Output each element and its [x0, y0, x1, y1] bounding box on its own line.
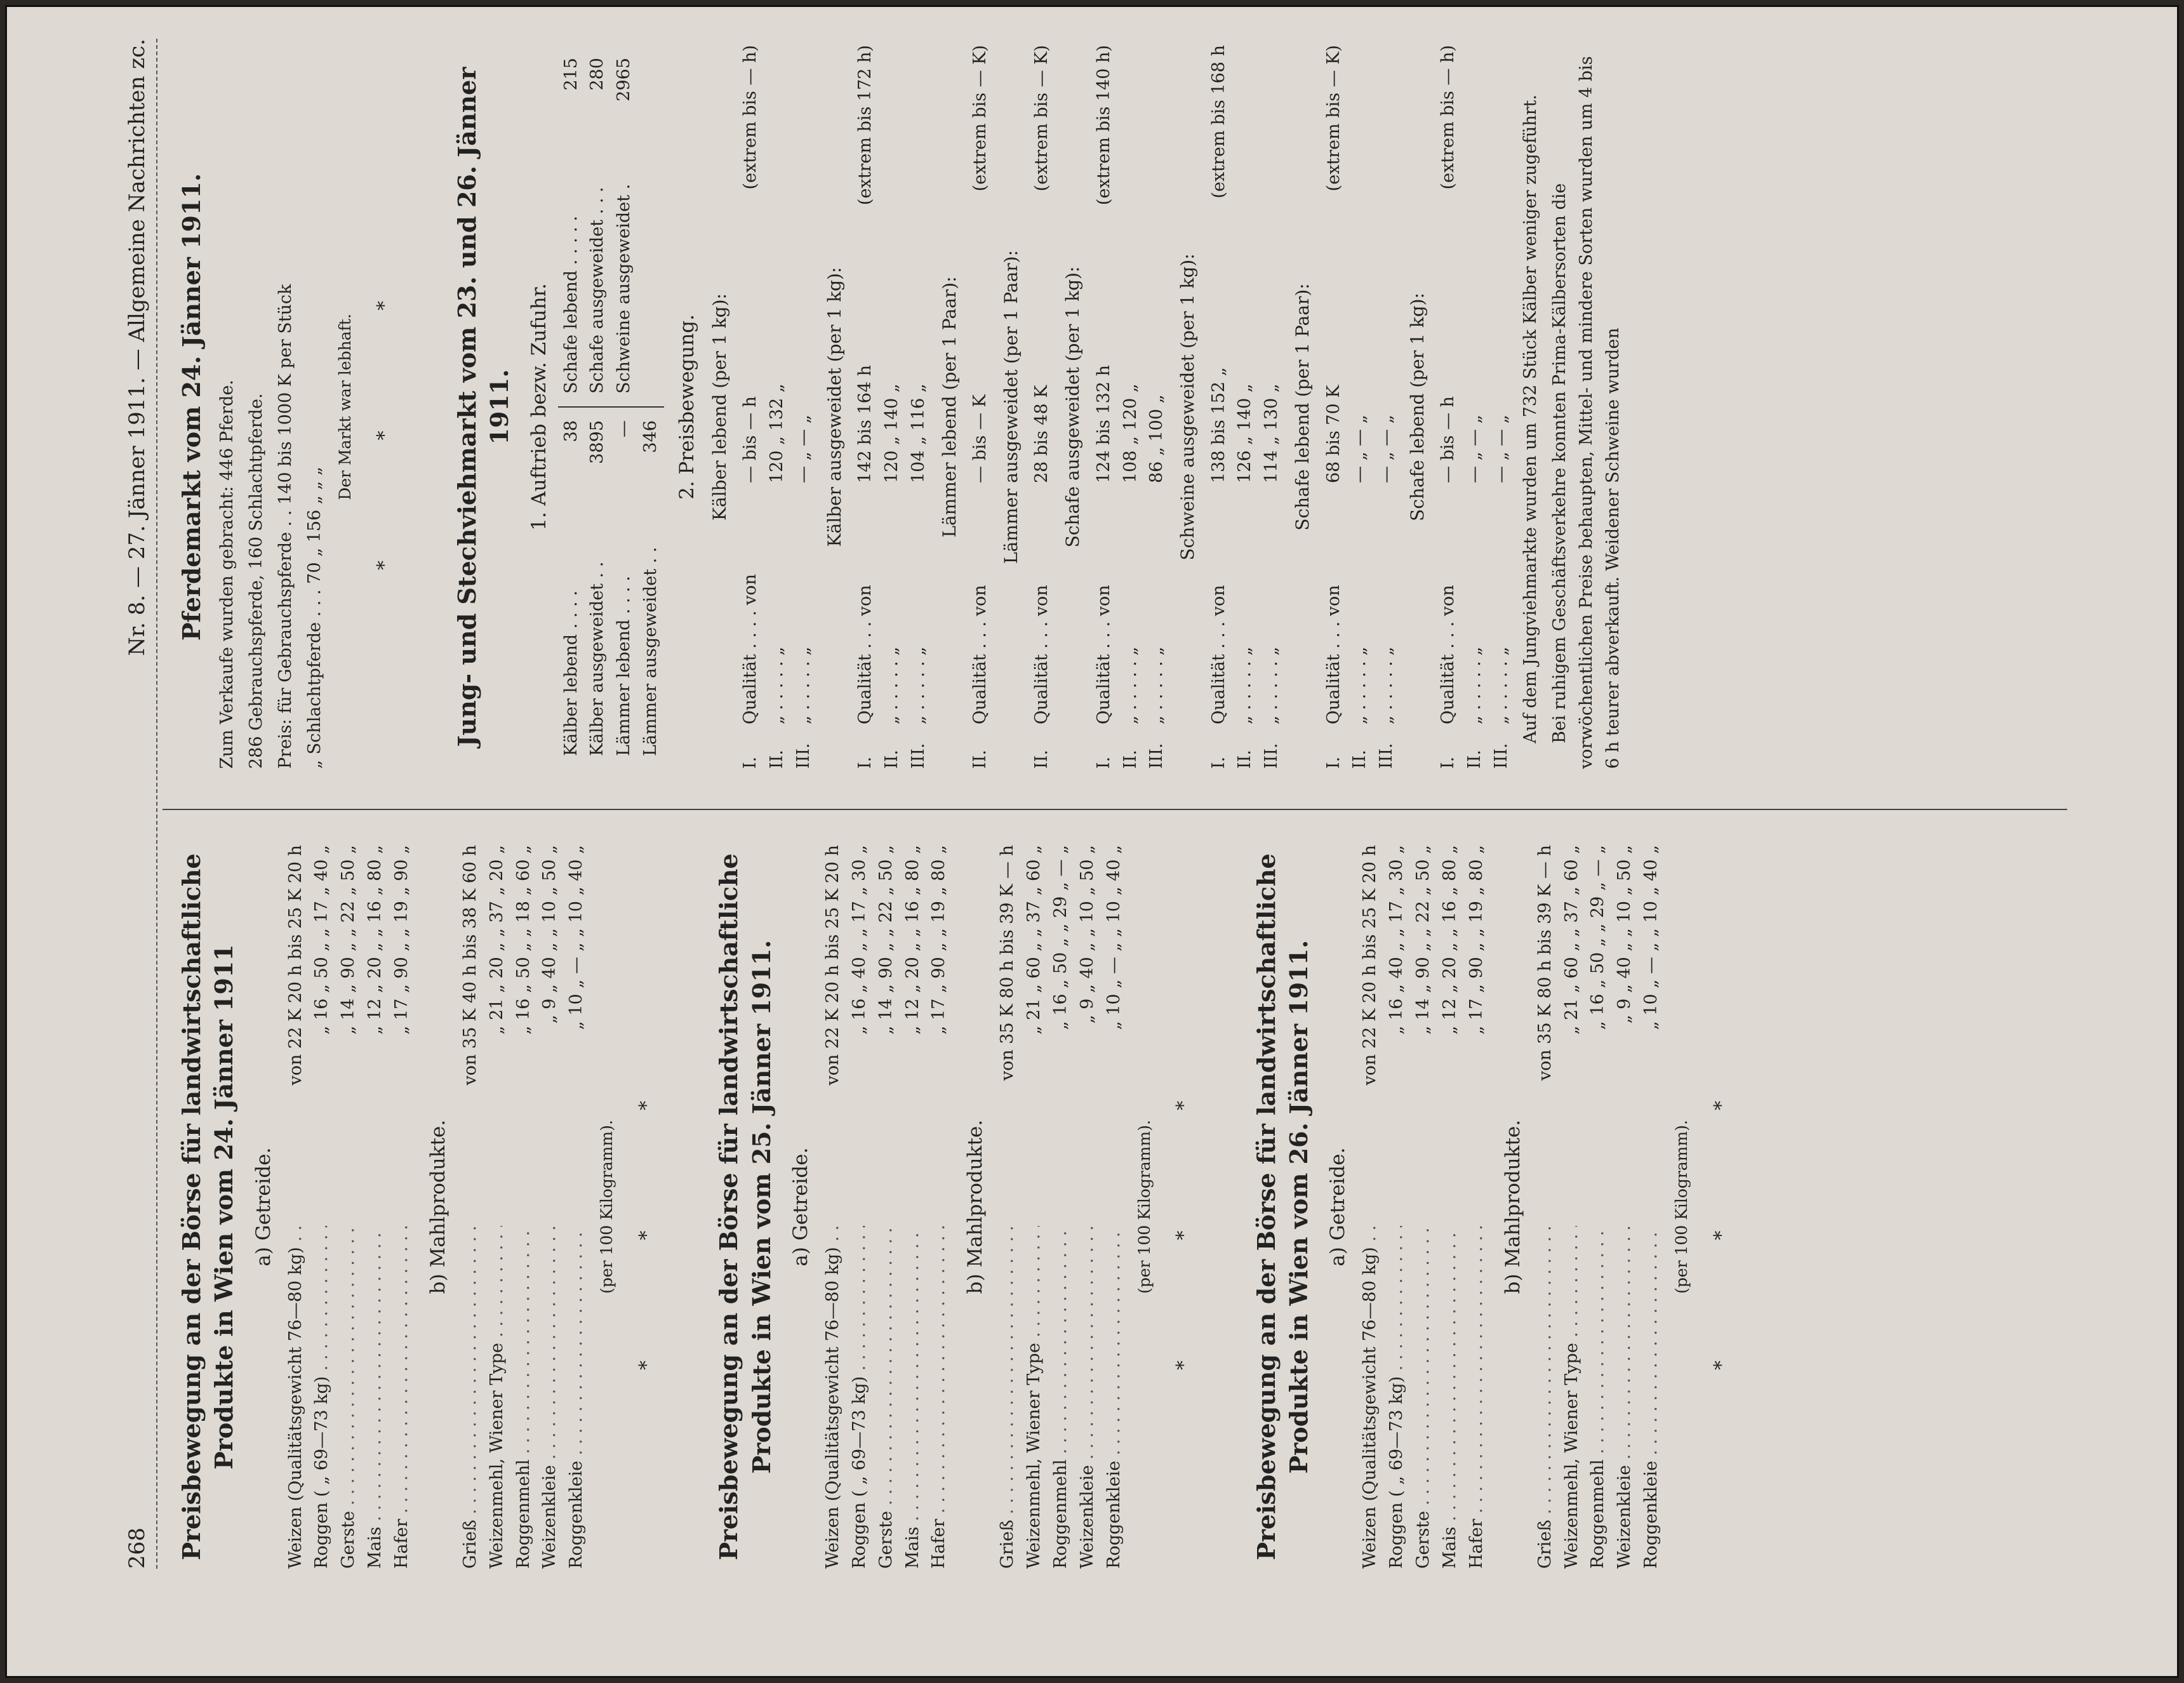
price-value: „ 17 „ 90 „ „ 19 „ 80 „ [1466, 845, 1486, 1035]
quality-row [1462, 45, 1488, 769]
livestock-title: Jung- und Stechviehmarkt vom 23. und 26. Jänner 1911. [452, 67, 514, 747]
price-value: „ 12 „ 20 „ „ 16 „ 80 „ [1439, 845, 1460, 1035]
price-value: „ 16 „ 50 „ „ 29 „ — „ [1588, 845, 1608, 1030]
price-label: Weizenkleie . . . [536, 1226, 563, 1569]
supply-label: Lämmer lebend . . . . [614, 576, 634, 756]
running-header [118, 39, 157, 1569]
price-row [283, 845, 309, 1569]
quality-row [1143, 45, 1170, 769]
price-group-heading: Lämmer lebend (per 1 Paar): [938, 276, 960, 538]
price-label: Weizenmehl, Wiener Type . . . [484, 1226, 510, 1569]
mill-heading: b) Mahlprodukte. [426, 1119, 449, 1294]
quality-value: — „ — „ [794, 415, 814, 483]
quality-grade: II. [1120, 750, 1140, 769]
price-row [820, 845, 846, 1569]
quality-value: — bis — h [1438, 396, 1458, 483]
price-row [1463, 845, 1490, 1569]
supply-label: Kälber ausgeweidet . . [587, 561, 608, 756]
price-value: „ 16 „ 50 „ „ 29 „ — „ [1050, 845, 1070, 1030]
quality-text: Qualität . . . von [1438, 585, 1458, 724]
price-label: Mais . . . [1437, 1226, 1463, 1569]
quality-value: 68 bis 70 K [1323, 385, 1343, 483]
price-label: Roggen ( „ 69—73 kg) . . . [309, 1226, 335, 1569]
quality-extreme [1373, 45, 1400, 274]
price-value: „ 9 „ 40 „ „ 10 „ 50 „ [1077, 845, 1097, 1024]
report-paragraph-2: Bei ruhigem Geschäftsverkehre konnten Prima-Kälbersorten die vorwöchentlichen Preise behaupten, Mittel- und mindere Sorten wurden um 4 bis 6 h teurer abverkauft. Weidener Schweine wurden [1549, 56, 1623, 769]
price-row [536, 845, 563, 1569]
grain-heading: a) Getreide. [251, 1147, 275, 1267]
quality-value: 104 „ 116 „ [908, 383, 928, 483]
quality-grade: I. [1093, 756, 1114, 769]
market-report-section [712, 845, 1199, 1569]
quality-extreme: (extrem bis 168 h [1208, 45, 1228, 199]
price-row [1410, 845, 1437, 1569]
price-row [309, 845, 335, 1569]
price-row [994, 845, 1021, 1569]
quality-value: 142 bis 164 h [855, 365, 876, 483]
quality-extreme [1143, 45, 1170, 274]
quality-value: — „ — „ [1376, 415, 1397, 483]
quality-row [1373, 45, 1400, 769]
price-value: „ 21 „ 60 „ „ 37 „ 60 „ [1024, 845, 1044, 1035]
quality-value: — bis — h [740, 396, 761, 483]
price-row [389, 845, 415, 1569]
quality-text: „ . . . . . „ [794, 646, 814, 724]
quality-value: 28 bis 48 K [1032, 385, 1052, 483]
supply-label: Schafe ausgeweidet . . . [587, 187, 608, 394]
price-value: von 22 K 20 h bis 25 K 20 h [1360, 845, 1380, 1086]
quality-extreme [764, 45, 790, 274]
quality-extreme: (extrem bis 140 h) [1093, 45, 1114, 206]
supply-table [558, 45, 664, 769]
quality-text: „ . . . . . „ [1120, 646, 1140, 724]
report-title: Preisbewegung an der Börse für landwirtschaftliche Produkte in Wien vom 26. Jänner 1911. [1251, 853, 1314, 1560]
price-value: „ 9 „ 40 „ „ 10 „ 50 „ [540, 845, 560, 1024]
supply-right [558, 45, 664, 406]
quality-row [1347, 45, 1373, 769]
quality-grade: II. [1350, 750, 1370, 769]
quality-value: — „ — „ [1465, 415, 1485, 483]
supply-left [558, 406, 664, 769]
price-value: von 35 K 80 h bis 39 K — h [1535, 845, 1555, 1081]
price-label: Roggenkleie . . . [563, 1226, 590, 1569]
price-group-heading: Kälber lebend (per 1 kg): [709, 293, 730, 521]
quality-grade: II. [970, 750, 990, 769]
price-row [1559, 845, 1585, 1569]
horse-market-title: Pferdemarkt vom 24. Jänner 1911. [177, 173, 206, 641]
price-value: „ 14 „ 90 „ „ 22 „ 50 „ [876, 845, 896, 1035]
quality-extreme [879, 45, 905, 274]
price-value: „ 10 „ — „ „ 10 „ 40 „ [1103, 845, 1124, 1030]
quality-row [905, 45, 932, 769]
separator-stars: * * * [1710, 1043, 1733, 1371]
price-group-heading: Schafe lebend (per 1 Paar): [1292, 283, 1314, 531]
supply-label: Schafe lebend . . . . . [561, 215, 581, 394]
price-label: Grieß . . . [994, 1226, 1021, 1569]
right-column [175, 45, 1677, 769]
supply-value: 280 [587, 58, 608, 91]
price-row [1383, 845, 1410, 1569]
supply-row [584, 420, 611, 756]
quality-grade: III. [1491, 743, 1512, 769]
quality-extreme [1258, 45, 1285, 274]
mill-heading: b) Mahlprodukte. [964, 1119, 987, 1294]
price-value: „ 14 „ 90 „ „ 22 „ 50 „ [1413, 845, 1434, 1035]
price-label: Roggenkleie . . . [1638, 1226, 1665, 1569]
quality-grade: II. [1032, 750, 1052, 769]
quality-grade: III. [1147, 743, 1167, 769]
price-row [335, 845, 362, 1569]
quality-text: „ . . . . . „ [1465, 646, 1485, 724]
horse-line-1: Zum Verkaufe wurden gebracht: 446 Pferde. [217, 380, 237, 769]
quality-grade: I. [1323, 756, 1343, 769]
price-row [926, 845, 952, 1569]
price-row [484, 845, 510, 1569]
price-row [1101, 845, 1128, 1569]
price-value: „ 16 „ 40 „ „ 17 „ 30 „ [1387, 845, 1407, 1035]
market-report-section [175, 845, 662, 1569]
unit-note: (per 100 Kilogramm). [1135, 1120, 1154, 1294]
quality-text: „ . . . . . „ [1491, 646, 1512, 724]
separator-stars: * * * [1173, 1043, 1195, 1371]
price-label: Hafer . . . [926, 1226, 952, 1569]
supply-heading: 1. Auftrieb bezw. Zufuhr. [527, 283, 550, 531]
price-label: Weizenmehl, Wiener Type . . . [1021, 1226, 1048, 1569]
quality-value: 124 bis 132 h [1093, 365, 1114, 483]
price-row [1532, 845, 1559, 1569]
price-label: Weizen (Qualitätsgewicht 76—80 kg) . . . [820, 1226, 846, 1569]
quality-row [879, 45, 905, 769]
quality-value: 126 „ 140 „ [1235, 383, 1255, 483]
price-label: Gerste . . . [873, 1226, 900, 1569]
scanned-sheet [5, 5, 2179, 1678]
quality-text: „ . . . . . „ [1147, 646, 1167, 724]
quality-grade: II. [1465, 750, 1485, 769]
price-value: „ 9 „ 40 „ „ 10 „ 50 „ [1615, 845, 1635, 1024]
quality-extreme: (extrem bis — K) [970, 45, 990, 192]
quality-text: Qualität . . . von [1093, 585, 1114, 724]
quality-extreme: (extrem bis — h) [740, 45, 761, 190]
quality-extreme: (extrem bis 172 h) [855, 45, 876, 206]
price-label: Weizenkleie . . . [1611, 1226, 1638, 1569]
quality-row [1435, 45, 1462, 769]
price-value: von 22 K 20 h bis 25 K 20 h [823, 845, 843, 1086]
price-value: „ 21 „ 60 „ „ 37 „ 60 „ [1561, 845, 1581, 1035]
price-row [457, 845, 484, 1569]
quality-text: Qualität . . . von [970, 585, 990, 724]
grain-heading: a) Getreide. [1326, 1147, 1350, 1267]
quality-extreme [1347, 45, 1373, 274]
quality-text: „ . . . . . „ [882, 646, 902, 724]
price-value: „ 17 „ 90 „ „ 19 „ 90 „ [392, 845, 412, 1035]
horse-market-section [175, 45, 400, 769]
price-row [1021, 845, 1048, 1569]
unit-note: (per 100 Kilogramm). [597, 1120, 616, 1294]
price-heading: 2. Preisbewegung. [675, 314, 698, 500]
supply-label: Kälber lebend . . . . [561, 590, 581, 756]
quality-grade: I. [1438, 756, 1458, 769]
price-label: Weizen (Qualitätsgewicht 76—80 kg) . . . [1357, 1226, 1383, 1569]
price-group-heading: Schweine ausgeweidet (per 1 kg): [1177, 253, 1199, 561]
quality-row [1206, 45, 1232, 769]
price-label: Roggenkleie . . . [1101, 1226, 1128, 1569]
price-group-heading: Lämmer ausgeweidet (per 1 Paar): [1001, 249, 1022, 564]
quality-extreme: (extrem bis — K) [1323, 45, 1343, 192]
livestock-section [451, 45, 1626, 769]
price-group-heading: Schafe lebend (per 1 kg): [1407, 293, 1428, 521]
report-title: Preisbewegung an der Börse für landwirtschaftliche Produkte in Wien vom 24. Jänner 1911 [177, 853, 239, 1560]
quality-text: „ . . . . . „ [1376, 646, 1397, 724]
quality-value: 86 „ 100 „ [1147, 394, 1167, 483]
price-label: Gerste . . . [1410, 1226, 1437, 1569]
quality-grade: II. [767, 750, 787, 769]
quality-row [1258, 45, 1285, 769]
quality-row [1488, 45, 1515, 769]
price-row [1638, 845, 1665, 1569]
quality-extreme: (extrem bis — h) [1438, 45, 1458, 190]
quality-value: 120 „ 140 „ [882, 383, 902, 483]
quality-row [1029, 45, 1055, 769]
quality-extreme [1232, 45, 1258, 274]
quality-grade: I. [855, 756, 876, 769]
price-row [563, 845, 590, 1569]
price-label: Grieß . . . [457, 1226, 484, 1569]
price-value: „ 16 „ 50 „ „ 17 „ 40 „ [312, 845, 332, 1035]
quality-grade: III. [1262, 743, 1282, 769]
supply-row [637, 420, 664, 756]
quality-grade: III. [908, 743, 928, 769]
horse-line-4: „ Schlachtpferde . . . 70 „ 156 „ „ „ [304, 467, 324, 769]
quality-text: Qualität . . . . von [740, 574, 761, 724]
price-row [1074, 845, 1101, 1569]
quality-value: 120 „ 132 „ [767, 383, 787, 483]
price-label: Roggenmehl . . . [1585, 1226, 1611, 1569]
quality-value: 108 „ 120 „ [1120, 383, 1140, 483]
price-row [1048, 845, 1074, 1569]
quality-text: Qualität . . . von [1208, 585, 1228, 724]
supply-value: 3895 [587, 420, 608, 464]
quality-row [737, 45, 764, 769]
quality-value: 138 bis 152 „ [1208, 367, 1228, 483]
price-label: Gerste . . . [335, 1226, 362, 1569]
separator-stars: * * * [373, 243, 396, 571]
horse-line-2: 286 Gebrauchspferde, 160 Schlachtpferde. [246, 393, 267, 769]
quality-text: „ . . . . . „ [908, 646, 928, 724]
price-row [1437, 845, 1463, 1569]
price-label: Roggen ( „ 69—73 kg) . . . [1383, 1226, 1410, 1569]
quality-row [1117, 45, 1144, 769]
quality-value: — bis — K [970, 394, 990, 483]
price-label: Mais . . . [362, 1226, 389, 1569]
price-row [846, 845, 873, 1569]
quality-extreme [790, 45, 817, 274]
horse-line-5: Der Markt war lebhaft. [335, 314, 354, 500]
price-row [1357, 845, 1383, 1569]
supply-row [611, 58, 637, 394]
price-value: „ 16 „ 50 „ „ 18 „ 60 „ [513, 845, 533, 1035]
quality-text: Qualität . . . von [855, 585, 876, 724]
rotated-page [118, 39, 2080, 1569]
quality-extreme [1462, 45, 1488, 274]
quality-grade: II. [882, 750, 902, 769]
supply-label: Lämmer ausgeweidet . . [641, 547, 661, 756]
quality-text: „ . . . . . „ [1235, 646, 1255, 724]
grain-heading: a) Getreide. [789, 1147, 812, 1267]
price-group-heading: Kälber ausgeweidet (per 1 kg): [823, 267, 845, 547]
supply-label: Schweine ausgeweidet . [614, 183, 634, 394]
price-group-heading: Schafe ausgeweidet (per 1 kg): [1062, 266, 1084, 548]
supply-value: 38 [561, 420, 581, 442]
quality-value: — „ — „ [1350, 415, 1370, 483]
quality-text: „ . . . . . „ [1350, 646, 1370, 724]
column-divider [163, 809, 2067, 810]
price-value: „ 21 „ 20 „ „ 37 „ 20 „ [486, 845, 507, 1035]
quality-row [1321, 45, 1347, 769]
mill-heading: b) Mahlprodukte. [1501, 1119, 1524, 1294]
supply-row [611, 420, 637, 756]
price-value: „ 10 „ — „ „ 10 „ 40 „ [1641, 845, 1661, 1030]
quality-extreme [1488, 45, 1515, 274]
price-label: Hafer . . . [389, 1226, 415, 1569]
supply-value: 215 [561, 58, 581, 91]
supply-value: 2965 [614, 58, 634, 102]
supply-value: — [614, 420, 634, 437]
price-value: „ 12 „ 20 „ „ 16 „ 80 „ [365, 845, 385, 1035]
unit-note: (per 100 Kilogramm). [1672, 1120, 1691, 1294]
quality-text: Qualität . . . von [1032, 585, 1052, 724]
price-label: Roggenmehl . . . [510, 1226, 537, 1569]
supply-row [558, 420, 585, 756]
price-value: „ 14 „ 90 „ „ 22 „ 50 „ [338, 845, 359, 1035]
quality-grade: II. [1235, 750, 1255, 769]
left-column [175, 845, 1787, 1569]
quality-extreme [1117, 45, 1144, 274]
price-label: Weizen (Qualitätsgewicht 76—80 kg) . . . [283, 1226, 309, 1569]
quality-value: 114 „ 130 „ [1262, 383, 1282, 483]
price-row [1611, 845, 1638, 1569]
price-label: Roggenmehl . . . [1048, 1226, 1074, 1569]
quality-text: „ . . . . . „ [767, 646, 787, 724]
quality-extreme: (extrem bis — K) [1032, 45, 1052, 192]
price-label: Mais . . . [900, 1226, 926, 1569]
price-label: Roggen ( „ 69—73 kg) . . . [846, 1226, 873, 1569]
supply-row [584, 58, 611, 394]
supply-row [558, 58, 585, 394]
price-groups [706, 45, 1515, 769]
price-row [900, 845, 926, 1569]
price-value: von 22 K 20 h bis 25 K 20 h [285, 845, 305, 1086]
separator-stars: * * * [635, 1043, 658, 1371]
quality-row [764, 45, 790, 769]
page-number: 268 [124, 1527, 150, 1569]
market-report-section [1250, 845, 1736, 1569]
quality-row [852, 45, 879, 769]
price-label: Weizenmehl, Wiener Type . . . [1559, 1226, 1585, 1569]
issue-line: Nr. 8. — 27. Jänner 1911. — Allgemeine Nachrichten zc. [124, 39, 150, 656]
quality-text: Qualität . . . von [1323, 585, 1343, 724]
quality-row [1232, 45, 1258, 769]
price-value: „ 12 „ 20 „ „ 16 „ 80 „ [902, 845, 922, 1035]
quality-row [790, 45, 817, 769]
report-paragraph-1: Auf dem Jungviehmarkte wurden um 732 Stück Kälber weniger zugeführt. [1520, 94, 1540, 743]
price-row [510, 845, 537, 1569]
supply-value: 346 [641, 420, 661, 453]
quality-extreme [905, 45, 932, 274]
price-value: „ 16 „ 40 „ „ 17 „ 30 „ [849, 845, 869, 1035]
price-row [1585, 845, 1611, 1569]
report-title: Preisbewegung an der Börse für landwirtschaftliche Produkte in Wien vom 25. Jänner 1911. [714, 853, 776, 1560]
quality-grade: I. [740, 756, 761, 769]
quality-text: „ . . . . . „ [1262, 646, 1282, 724]
price-value: von 35 K 80 h bis 39 K — h [997, 845, 1018, 1081]
price-value: „ 17 „ 90 „ „ 19 „ 80 „ [929, 845, 949, 1035]
price-value: „ 10 „ — „ „ 10 „ 40 „ [566, 845, 587, 1030]
price-label: Hafer . . . [1463, 1226, 1490, 1569]
quality-row [967, 45, 994, 769]
price-label: Weizenkleie . . . [1074, 1226, 1101, 1569]
price-value: von 35 K 40 h bis 38 K 60 h [460, 845, 480, 1086]
quality-grade: III. [1376, 743, 1397, 769]
price-row [873, 845, 900, 1569]
price-label: Grieß . . . [1532, 1226, 1559, 1569]
quality-row [1091, 45, 1117, 769]
horse-line-3: Preis: für Gebrauchspferde . . 140 bis 1000 K per Stück [275, 284, 295, 769]
price-row [362, 845, 389, 1569]
quality-value: — „ — „ [1491, 415, 1512, 483]
quality-grade: III. [794, 743, 814, 769]
quality-grade: I. [1208, 756, 1228, 769]
